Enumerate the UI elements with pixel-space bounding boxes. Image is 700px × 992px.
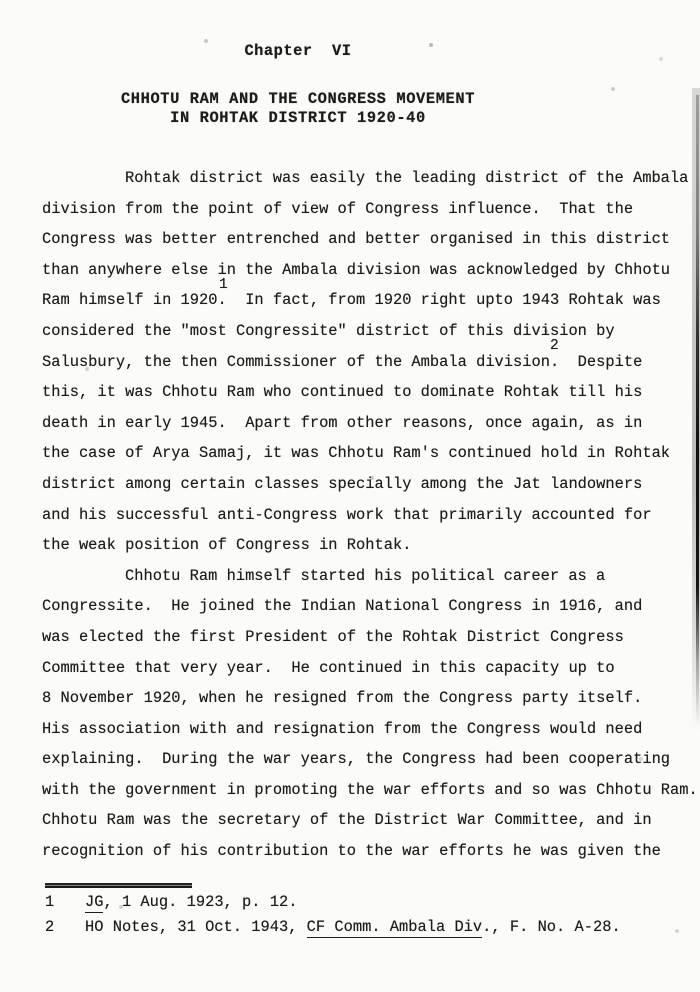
text-line: Congress was better entrenched and better organised in this district bbox=[42, 230, 671, 249]
text-line: Ram himself in 1920. In fact, from 1920 right upto 1943 Rohtak was bbox=[42, 291, 661, 310]
text-line: 8 November 1920, when he resigned from the Congress party itself. bbox=[42, 689, 643, 708]
footnote-marker-2: 2 bbox=[550, 338, 559, 354]
text-line: death in early 1945. Apart from other reasons, once again, as in bbox=[42, 413, 643, 432]
text-line: Rohtak district was easily the leading district of the Ambala bbox=[125, 169, 689, 187]
footnote-citation-underlined: CF Comm. Ambala Div bbox=[306, 917, 483, 936]
chapter-title bbox=[0, 90, 596, 127]
chapter-heading: Chapter VI bbox=[244, 42, 352, 60]
footnote-citation-text: HO Notes, 31 Oct. 1943, bbox=[85, 917, 307, 936]
footnote-citation-text: ., F. No. A-28. bbox=[482, 917, 621, 936]
footnote-text bbox=[85, 890, 297, 915]
footnote-citation-underlined: JG bbox=[85, 893, 104, 911]
footnote-number: 1 bbox=[45, 893, 55, 911]
text-line: and his successful anti-Congress work that primarily accounted for bbox=[42, 505, 652, 524]
text-line: considered the "most Congressite" district of this division by bbox=[42, 321, 615, 340]
chapter-title-line-2: IN ROHTAK DISTRICT 1920-40 bbox=[170, 108, 426, 127]
text-line: Committee that very year. He continued in this capacity up to bbox=[42, 658, 615, 677]
scan-noise-specks bbox=[0, 0, 2, 2]
chapter-title-line-1: CHHOTU RAM AND THE CONGRESS MOVEMENT bbox=[120, 90, 476, 108]
text-line: was elected the first President of the Rohtak District Congress bbox=[42, 627, 624, 646]
text-line: district among certain classes specially among the Jat landowners bbox=[42, 474, 643, 493]
text-line: recognition of his contribution to the war efforts he was given the bbox=[42, 842, 661, 861]
footnote-list bbox=[45, 890, 685, 939]
footnote-number: 2 bbox=[45, 917, 55, 936]
text-line: Congressite. He joined the Indian National Congress in 1916, and bbox=[42, 597, 643, 616]
text-line: with the government in promoting the war efforts and so was Chhotu Ram. bbox=[42, 780, 698, 799]
footnote-citation-text: , 1 Aug. 1923, p. 12. bbox=[103, 893, 298, 911]
footnote-item bbox=[45, 915, 685, 940]
text-line: Salusbury, the then Commissioner of the Ambala division. Despite bbox=[42, 352, 643, 371]
text-line: than anywhere else in the Ambala division was acknowledged by Chhotu bbox=[42, 260, 671, 279]
page-edge-line bbox=[696, 95, 699, 725]
footnote-marker-1: 1 bbox=[219, 277, 228, 293]
text-line: division from the point of view of Congress influence. That the bbox=[42, 199, 634, 218]
footnote-text bbox=[85, 915, 621, 940]
text-line: Chhotu Ram was the secretary of the District War Committee, and in bbox=[42, 811, 652, 830]
text-line: this, it was Chhotu Ram who continued to dominate Rohtak till his bbox=[42, 383, 643, 402]
paragraph bbox=[42, 163, 700, 561]
body-text bbox=[42, 163, 700, 867]
text-line: Chhotu Ram himself started his political career as a bbox=[125, 566, 606, 585]
text-line: His association with and resignation from the Congress would need bbox=[42, 719, 643, 738]
text-line: explaining. During the war years, the Congress had been cooperating bbox=[42, 750, 671, 769]
footnote-separator-rule bbox=[45, 883, 192, 888]
paragraph bbox=[42, 561, 700, 867]
text-line: the case of Arya Samaj, it was Chhotu Ram's continued hold in Rohtak bbox=[42, 444, 671, 463]
text-line: the weak position of Congress in Rohtak. bbox=[42, 536, 412, 555]
footnote-item bbox=[45, 890, 685, 915]
